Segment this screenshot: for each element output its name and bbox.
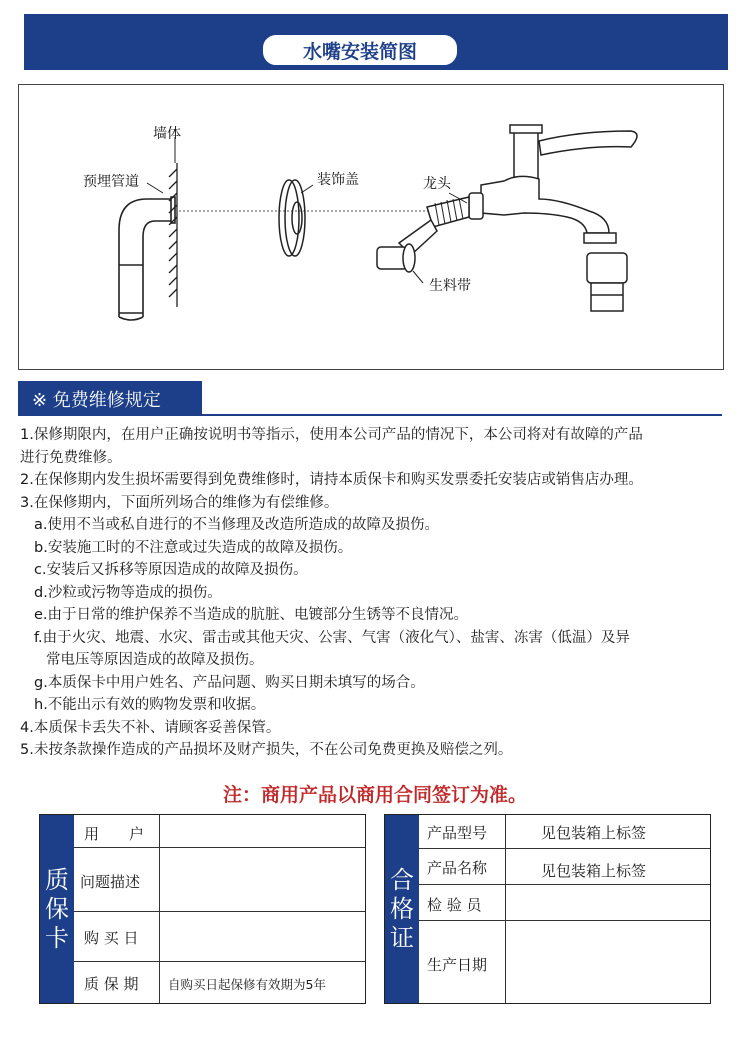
warranty-period-value: 自购买日起保修有效期为5年: [168, 977, 326, 992]
pipe-label: 预埋管道: [83, 174, 139, 190]
cover-label: 装饰盖: [317, 172, 359, 188]
pipe-illustration: [119, 197, 175, 320]
section-title: ※ 免费维修规定: [18, 381, 202, 416]
rule-line: 1.保修期限内，在用户正确按说明书等指示，使用本公司产品的情况下，本公司将对有故障的产品: [20, 427, 643, 443]
inspector-label: 检 验 员: [427, 896, 482, 914]
rule-line: f.由于火灾、地震、水灾、雷击或其他天灾、公害、气害（液化气）、盐害、冻害（低温）及异: [34, 629, 630, 646]
certificate-card: [384, 814, 711, 1004]
commercial-note: 注：商用产品以商用合同签订为准。: [222, 784, 527, 806]
rule-line: 进行免费维修。: [20, 449, 122, 466]
leader-lines: [147, 137, 467, 283]
side-char: 格: [390, 894, 414, 923]
side-char: 证: [390, 923, 414, 952]
rule-line: 4.本质保卡丢失不补、请顾客妥善保管。: [20, 719, 281, 736]
warranty-rules: [20, 424, 736, 762]
rule-line: 3.在保修期内，下面所列场合的维修为有偿维修。: [20, 494, 339, 511]
tape-label: 生料带: [429, 278, 471, 294]
user-label: 用 户: [84, 825, 145, 843]
product-name-label: 产品名称: [427, 859, 488, 877]
decorative-cover-illustration: [279, 180, 305, 256]
faucet-illustration: [377, 125, 637, 311]
rule-line: c.安装后又拆移等原因造成的故障及损伤。: [34, 562, 308, 578]
rule-line: d.沙粒或污物等造成的损伤。: [34, 584, 222, 601]
installation-diagram: [18, 84, 724, 370]
production-date-label: 生产日期: [427, 956, 488, 974]
rule-line: e.由于日常的维护保养不当造成的肮脏、电镀部分生锈等不良情况。: [34, 607, 469, 623]
faucet-label: 龙头: [423, 176, 451, 192]
installation-illustration: [19, 85, 723, 369]
rule-line: a.使用不当或私自进行的不当修理及改造所造成的故障及损伤。: [34, 517, 439, 533]
page-title: 水嘴安装简图: [261, 33, 459, 67]
side-char: 合: [390, 865, 414, 894]
model-label: 产品型号: [427, 824, 488, 842]
problem-label: 问题描述: [80, 873, 141, 891]
rule-line: b.安装施工时的不注意或过失造成的故障及损伤。: [34, 539, 353, 556]
section-divider: [18, 414, 722, 416]
purchase-date-label: 购 买 日: [84, 929, 139, 947]
side-char: 保: [45, 894, 69, 923]
warranty-period-label: 质 保 期: [84, 975, 139, 993]
product-name-value: 见包装箱上标签: [541, 862, 647, 880]
rule-line: 常电压等原因造成的故障及损伤。: [46, 652, 264, 668]
model-value: 见包装箱上标签: [541, 824, 647, 842]
rule-line: 2.在保修期内发生损坏需要得到免费维修时，请持本质保卡和购买发票委托安装店或销售店办理。: [20, 472, 643, 488]
side-char: 卡: [45, 923, 69, 952]
certificate-card-side: [385, 815, 419, 1003]
warranty-card: [39, 814, 366, 1004]
side-char: 质: [45, 865, 69, 894]
rule-line: h.不能出示有效的购物发票和收据。: [34, 697, 266, 713]
rule-line: 5.未按条款操作造成的产品损坏及财产损失，不在公司免费更换及赔偿之列。: [20, 742, 513, 758]
rule-line: g.本质保卡中用户姓名、产品问题、购买日期未填写的场合。: [34, 674, 425, 691]
wall-illustration: [169, 163, 177, 307]
warranty-card-side: [40, 815, 74, 1003]
wall-label: 墙体: [153, 126, 181, 142]
